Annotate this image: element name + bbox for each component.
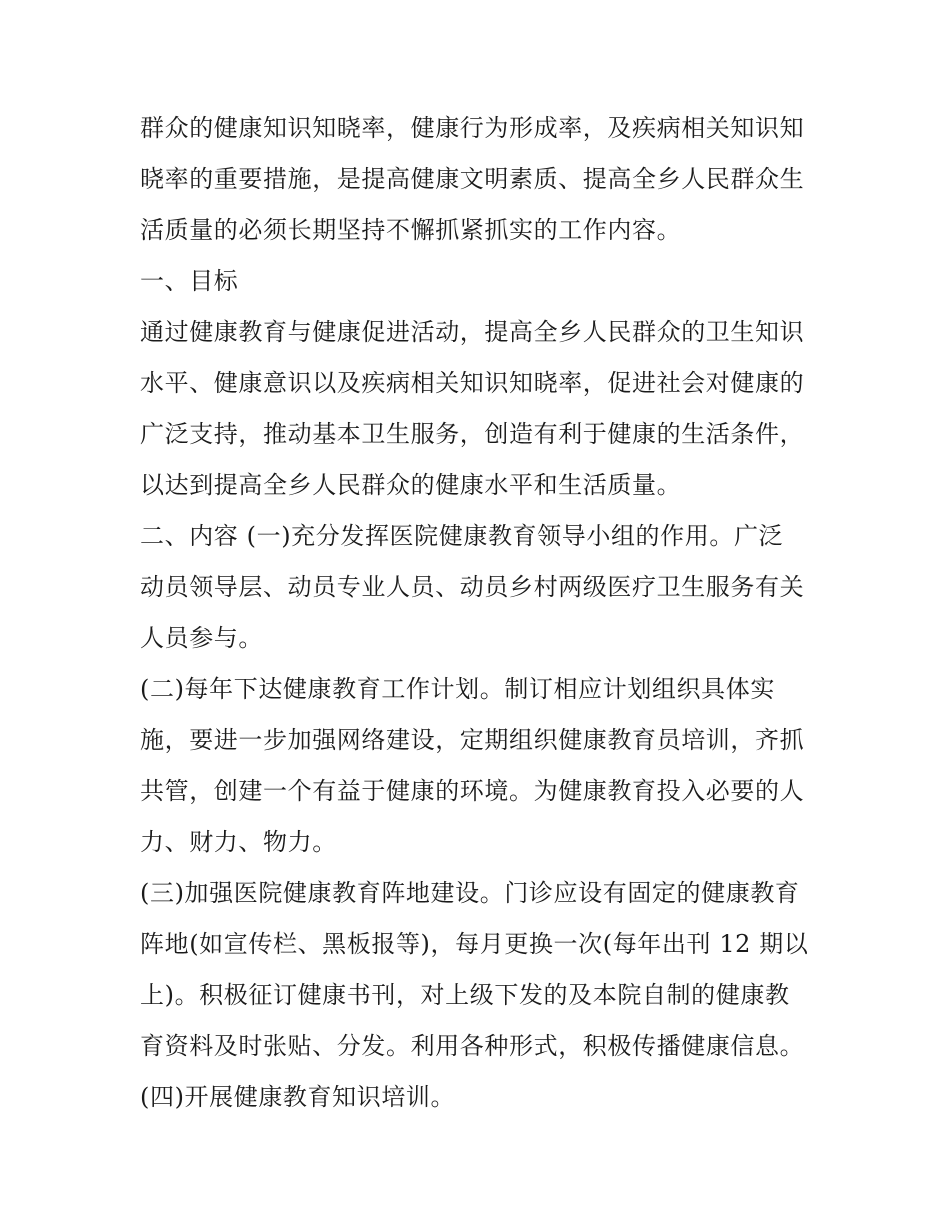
text-line: 广泛支持，推动基本卫生服务，创造有利于健康的生活条件， (140, 420, 805, 448)
text-line: 阵地(如宣传栏、黑板报等)，每月更换一次(每年出刊 12 期以 (140, 930, 809, 958)
text-line: (二)每年下达健康教育工作计划。制订相应计划组织具体实 (140, 675, 775, 703)
text-line: 以达到提高全乡人民群众的健康水平和生活质量。 (140, 471, 682, 499)
text-line: (四)开展健康教育知识培训。 (140, 1083, 456, 1111)
text-line: 力、财力、物力。 (140, 828, 337, 856)
text-line: 二、内容 (一)充分发挥医院健康教育领导小组的作用。广泛 (140, 522, 784, 550)
document-body (140, 103, 820, 1123)
text-line: 水平、健康意识以及疾病相关知识知晓率，促进社会对健康的 (140, 369, 805, 397)
text-line: 群众的健康知识知晓率，健康行为形成率，及疾病相关知识知 (140, 114, 805, 142)
text-line: (三)加强医院健康教育阵地建设。门诊应设有固定的健康教育 (140, 879, 800, 907)
text-line: 上)。积极征订健康书刊，对上级下发的及本院自制的健康教 (140, 981, 790, 1009)
section-heading: 一、目标 (140, 267, 239, 295)
text-line: 通过健康教育与健康促进活动，提高全乡人民群众的卫生知识 (140, 318, 805, 346)
text-line: 施，要进一步加强网络建设，定期组织健康教育员培训，齐抓 (140, 726, 805, 754)
text-line: 动员领导层、动员专业人员、动员乡村两级医疗卫生服务有关 (140, 573, 805, 601)
text-line: 共管，创建一个有益于健康的环境。为健康教育投入必要的人 (140, 777, 805, 805)
text-line: 活质量的必须长期坚持不懈抓紧抓实的工作内容。 (140, 216, 682, 244)
text-line: 人员参与。 (140, 624, 263, 652)
text-line: 晓率的重要措施，是提高健康文明素质、提高全乡人民群众生 (140, 165, 805, 193)
text-line: 育资料及时张贴、分发。利用各种形式，积极传播健康信息。 (140, 1032, 805, 1060)
